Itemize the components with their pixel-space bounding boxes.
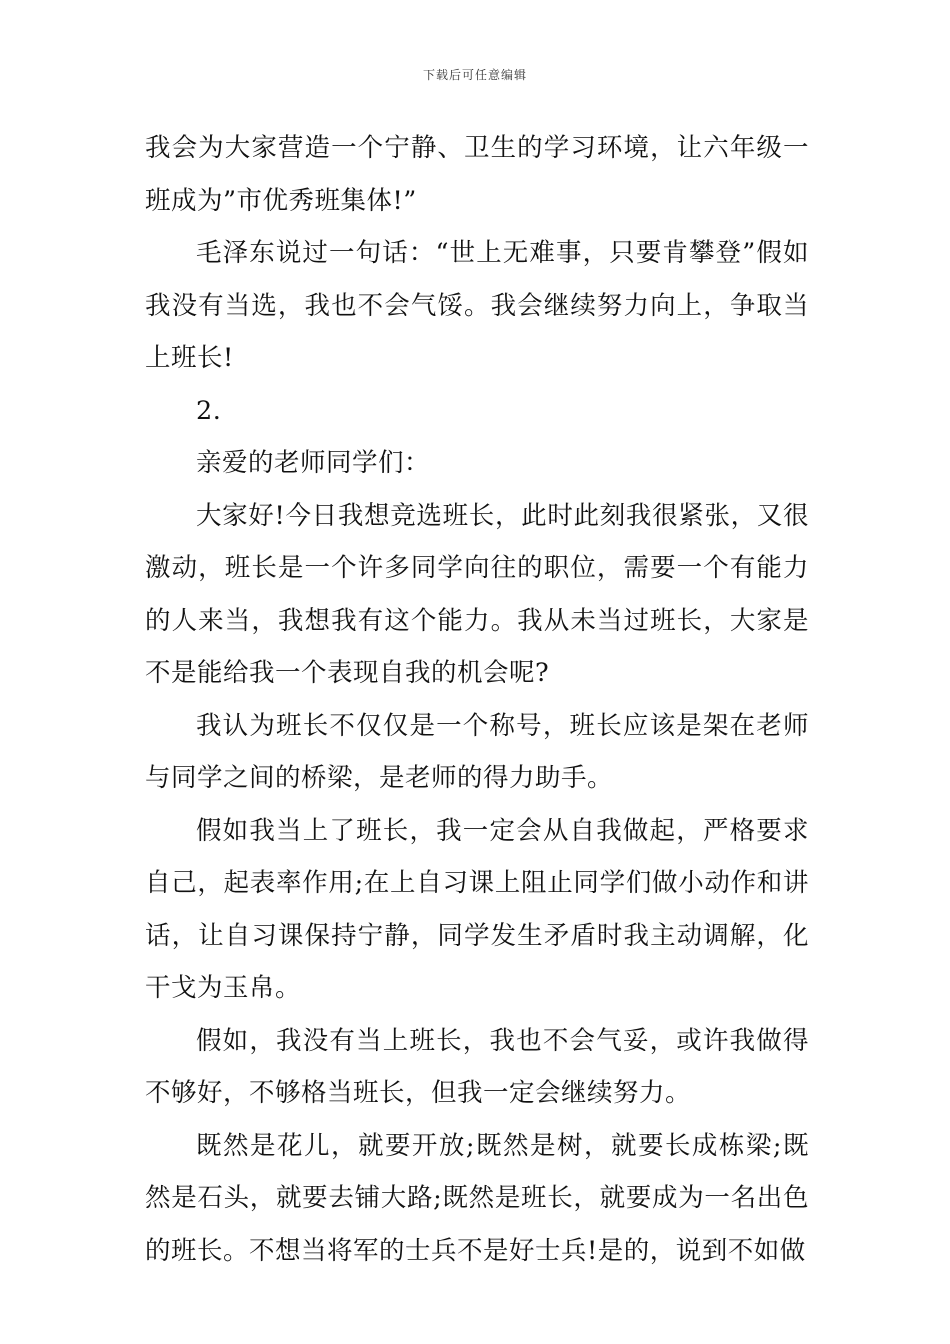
paragraph-role: 我认为班长不仅仅是一个称号，班长应该是架在老师与同学之间的桥梁，是老师的得力助手。: [145, 710, 809, 793]
document-body: [145, 122, 809, 1277]
paragraph-quote-mao: 毛泽东说过一句话：“世上无难事，只要肯攀登”假如我没有当选，我也不会气馁。我会继续努力向上，争取当上班长!: [145, 238, 809, 373]
paragraph-if-not-elected: 假如，我没有当上班长，我也不会气妥，或许我做得不够好，不够格当班长，但我一定会继续努力。: [145, 1025, 809, 1108]
section-number: 2.: [196, 395, 222, 426]
salutation: 亲爱的老师同学们：: [196, 448, 431, 478]
paragraph-continuation: 我会为大家营造一个宁静、卫生的学习环境，让六年级一班成为”市优秀班集体!”: [145, 133, 809, 216]
paragraph-greeting: 大家好!今日我想竞选班长，此时此刻我很紧张，又很激动，班长是一个许多同学向往的职位，需要一个有能力的人来当，我想我有这个能力。我从未当过班长，大家是不是能给我一个表现自我的机会呢?: [145, 500, 809, 688]
page-header: 下载后可任意编辑: [422, 68, 527, 82]
paragraph-plan: 假如我当上了班长，我一定会从自我做起，严格要求自己，起表率作用;在上自习课上阻止同学们做小动作和讲话，让自习课保持宁静，同学发生矛盾时我主动调解，化干戈为玉帛。: [145, 815, 809, 1003]
paragraph-closing: 既然是花儿，就要开放;既然是树，就要长成栋梁;既然是石头，就要去铺大路;既然是班长，就要成为一名出色的班长。不想当将军的士兵不是好士兵!是的，说到不如做: [145, 1130, 809, 1266]
